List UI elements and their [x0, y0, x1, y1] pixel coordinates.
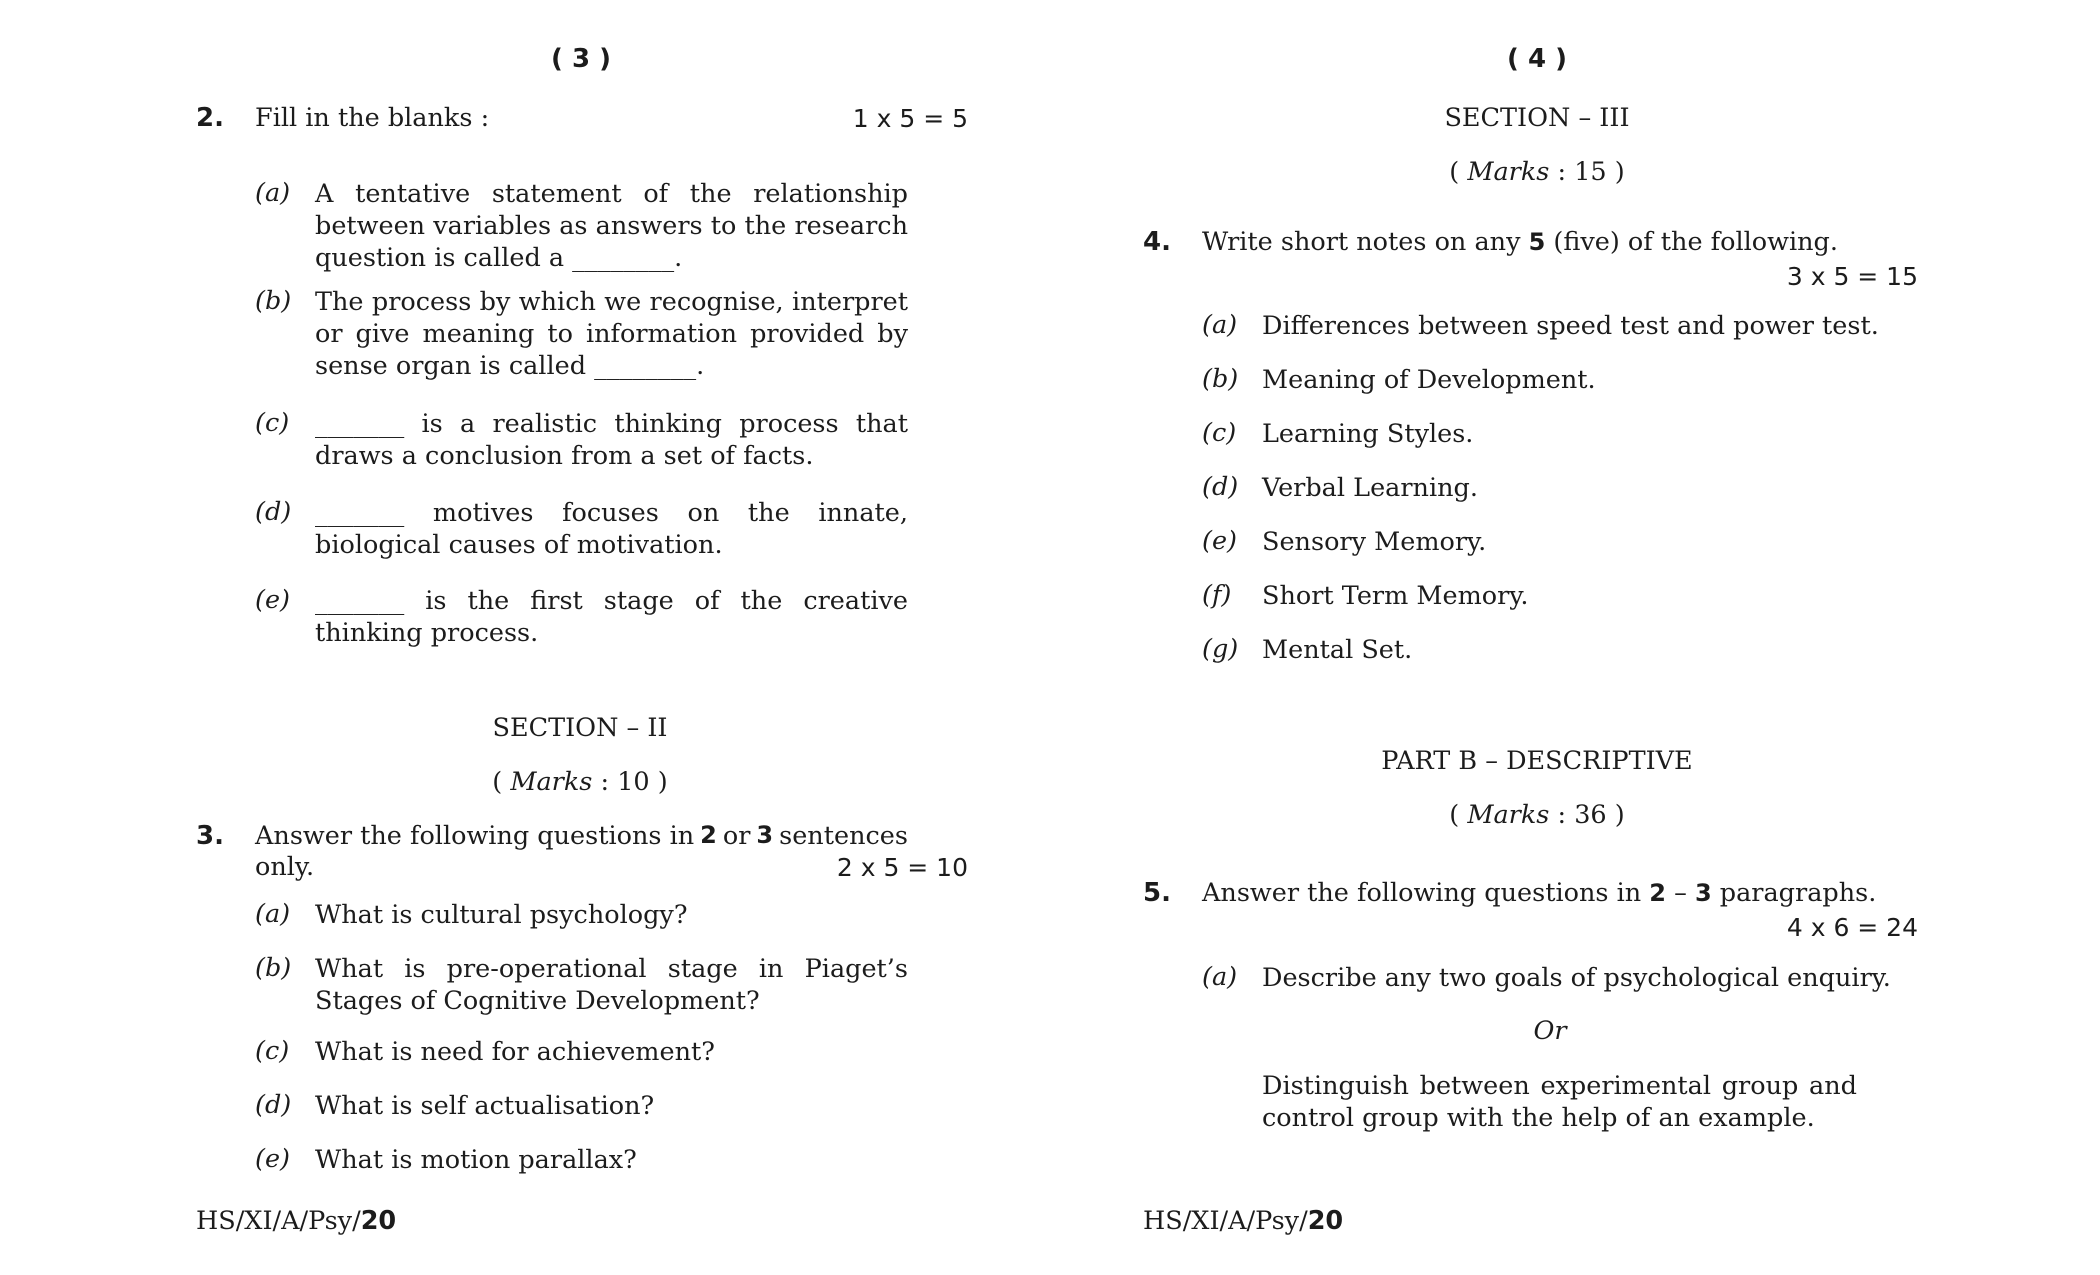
question-3-item-c — [255, 1036, 908, 1068]
item-text: _______ is the first stage of the creative thinking process. — [315, 586, 908, 648]
item-text: Learning Styles. — [1262, 419, 1474, 449]
footer-code-text: HS/XI/A/Psy/ — [196, 1206, 361, 1236]
marks-value: 15 — [1574, 157, 1607, 187]
q4-text-before: Write short notes on any — [1202, 227, 1521, 257]
q4-bold: 5 — [1528, 228, 1546, 256]
item-label: (c) — [1202, 418, 1237, 448]
item-label: (b) — [255, 286, 292, 316]
question-5-item-a — [1202, 962, 1902, 994]
section-3-title: SECTION – III — [1444, 103, 1630, 133]
q5-bold-3: 3 — [1694, 879, 1712, 907]
footer-code-bold: 20 — [360, 1206, 397, 1236]
marks-word: Marks — [1467, 800, 1550, 830]
question-4-item-f — [1202, 580, 1902, 612]
question-2-number: 2. — [196, 103, 224, 133]
item-label: (c) — [255, 408, 290, 438]
item-text: What is pre-operational stage in Piaget’s Stages of Cognitive Development? — [315, 954, 908, 1016]
right-page — [1050, 0, 2100, 1275]
item-label: (a) — [255, 178, 291, 208]
question-4-text — [1202, 227, 1838, 257]
question-2-item-d — [255, 497, 908, 561]
item-text: Differences between speed test and power test. — [1262, 311, 1879, 341]
question-4-item-g — [1202, 634, 1902, 666]
q3-bold-2: 2 — [700, 821, 717, 849]
q4-text-after: (five) of the following. — [1553, 227, 1838, 257]
item-label: (b) — [255, 953, 292, 983]
or-separator: Or — [1533, 1016, 1567, 1046]
part-b-marks: ( Marks : 36 ) — [1449, 800, 1625, 830]
question-3-item-e — [255, 1144, 908, 1176]
section-3-marks: ( Marks : 15 ) — [1449, 157, 1625, 187]
item-text: Short Term Memory. — [1262, 581, 1529, 611]
q5-text-before: Answer the following questions in — [1202, 878, 1642, 908]
footer-code — [1143, 1206, 1343, 1236]
page-number: ( 3 ) — [551, 44, 611, 74]
question-2-text: Fill in the blanks : — [255, 103, 490, 133]
question-4-item-a — [1202, 310, 1902, 342]
question-2-item-a — [255, 178, 908, 274]
question-2-item-c — [255, 408, 908, 472]
question-4-item-d — [1202, 472, 1902, 504]
item-text: _______ is a realistic thinking process that draws a conclusion from a set of facts. — [315, 409, 908, 471]
item-text: A tentative statement of the relationship between variables as answers to the research question is called a ________. — [315, 179, 908, 273]
marks-value: 10 — [617, 767, 650, 797]
item-label: (d) — [1202, 472, 1239, 502]
question-4-item-c — [1202, 418, 1902, 450]
item-text: Mental Set. — [1262, 635, 1413, 665]
item-label: (g) — [1202, 634, 1239, 664]
item-text: Meaning of Development. — [1262, 365, 1596, 395]
marks-value: 36 — [1574, 800, 1607, 830]
q5-text-after: paragraphs. — [1719, 878, 1877, 908]
question-5-text — [1202, 878, 1876, 908]
section-2-marks: ( Marks : 10 ) — [492, 767, 668, 797]
item-label: (e) — [255, 1144, 290, 1174]
section-2-title: SECTION – II — [492, 713, 668, 743]
question-5-marks: 4 x 6 = 24 — [1786, 913, 1918, 942]
marks-word: Marks — [510, 767, 593, 797]
item-label: (d) — [255, 1090, 292, 1120]
page-number: ( 4 ) — [1507, 44, 1567, 74]
item-text: Describe any two goals of psychological enquiry. — [1262, 963, 1891, 993]
item-text: _______ motives focuses on the innate, biological causes of motivation. — [315, 498, 908, 560]
question-3-text — [255, 821, 908, 851]
question-4-number: 4. — [1143, 227, 1171, 257]
footer-code-text: HS/XI/A/Psy/ — [1143, 1206, 1308, 1236]
q5-bold-2: 2 — [1649, 879, 1666, 907]
question-3-item-b — [255, 953, 908, 1017]
question-5-alternative: Distinguish between experimental group and control group with the help of an example. — [1262, 1071, 1857, 1133]
item-text: What is need for achievement? — [315, 1037, 715, 1067]
question-3-number: 3. — [196, 821, 224, 851]
item-text: What is motion parallax? — [315, 1145, 637, 1175]
question-3-item-a — [255, 899, 908, 931]
question-3-marks: 2 x 5 = 10 — [836, 853, 968, 882]
item-text: Sensory Memory. — [1262, 527, 1487, 557]
item-label: (e) — [1202, 526, 1237, 556]
item-label: (a) — [1202, 962, 1238, 992]
footer-code-bold: 20 — [1307, 1206, 1344, 1236]
item-label: (a) — [1202, 310, 1238, 340]
question-5-number: 5. — [1143, 878, 1171, 908]
item-label: (e) — [255, 585, 290, 615]
question-3-item-d — [255, 1090, 908, 1122]
part-b-title: PART B – DESCRIPTIVE — [1381, 746, 1693, 776]
question-3-text-line2: only. — [255, 852, 315, 882]
q3-bold-3: 3 — [756, 821, 774, 849]
question-2-item-b — [255, 286, 908, 382]
item-text: Verbal Learning. — [1262, 473, 1478, 503]
q3-or: or — [722, 821, 751, 851]
question-2-marks: 1 x 5 = 5 — [852, 104, 968, 133]
item-label: (d) — [255, 497, 292, 527]
item-text: What is self actualisation? — [315, 1091, 655, 1121]
question-4-item-e — [1202, 526, 1902, 558]
question-2-item-e — [255, 585, 908, 649]
q5-dash: – — [1674, 878, 1687, 908]
item-label: (a) — [255, 899, 291, 929]
item-label: (b) — [1202, 364, 1239, 394]
marks-word: Marks — [1467, 157, 1550, 187]
question-4-item-b — [1202, 364, 1902, 396]
item-label: (f) — [1202, 580, 1232, 610]
item-label: (c) — [255, 1036, 290, 1066]
q3-text-before: Answer the following questions in — [255, 821, 695, 851]
q3-text-after: sentences — [779, 821, 908, 851]
footer-code — [196, 1206, 396, 1236]
item-text: The process by which we recognise, interpret or give meaning to information provided by sense organ is called ________. — [315, 287, 908, 381]
item-text: What is cultural psychology? — [315, 900, 688, 930]
question-4-marks: 3 x 5 = 15 — [1786, 262, 1918, 291]
